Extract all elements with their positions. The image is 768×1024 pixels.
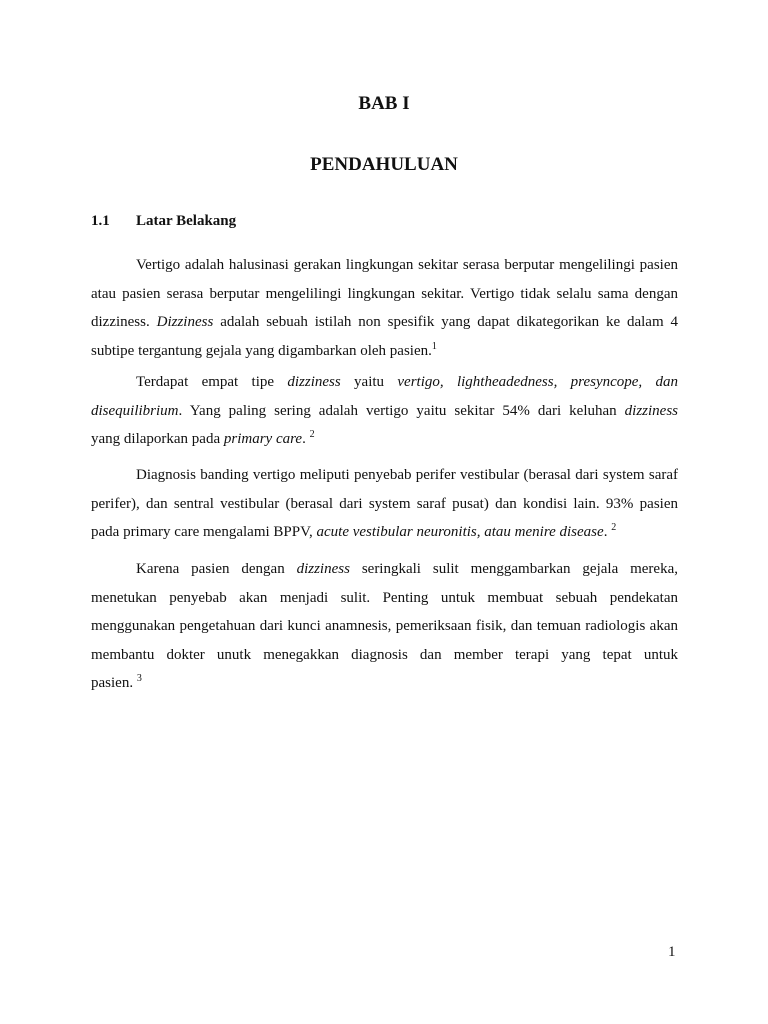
paragraph-line <box>91 397 678 426</box>
page-number: 1 <box>668 944 676 960</box>
section-number: 1.1 <box>91 213 110 229</box>
section-heading <box>91 213 236 230</box>
text-run: pasien. <box>91 675 137 691</box>
paragraph-2 <box>91 368 678 454</box>
paragraph-line <box>91 425 678 454</box>
italic-term: dizziness <box>296 561 350 577</box>
text-run: yaitu <box>340 374 398 390</box>
text-run: . <box>603 524 612 540</box>
paragraph-line: perifer), dan sentral vestibular (berasal dari system saraf pusat) dan kondisi lain. 93% pasien <box>91 495 678 512</box>
citation-ref: 2 <box>611 522 617 533</box>
text-run: Karena pasien dengan <box>136 561 297 577</box>
text-run: subtipe tergantung gejala yang digambarkan oleh pasien. <box>91 342 432 359</box>
italic-term: Dizziness <box>156 314 214 330</box>
italic-term: disequilibrium <box>91 402 179 419</box>
text-run: pada primary care mengalami BPPV, <box>91 524 317 540</box>
text-run: yang dilaporkan pada <box>91 431 224 447</box>
italic-term: dizziness <box>624 402 678 419</box>
paragraph-line <box>91 337 678 366</box>
paragraph-line: menggunakan pengetahuan dari kunci anamnesis, pemeriksaan fisik, dan temuan radiologis akan <box>91 618 678 634</box>
italic-term: dizziness <box>287 374 341 390</box>
text-run: adalah sebuah istilah non spesifik yang dapat dikategorikan ke dalam 4 <box>213 314 679 330</box>
italic-term: primary care <box>223 431 303 447</box>
chapter-title: PENDAHULUAN <box>310 154 458 175</box>
paragraph-4 <box>91 555 678 698</box>
citation-ref: 3 <box>136 673 142 684</box>
text-run: . Yang paling sering adalah vertigo yaitu sekitar 54% dari keluhan <box>178 402 625 419</box>
paragraph-3 <box>91 461 678 547</box>
citation-ref: 2 <box>309 429 315 440</box>
italic-term: acute vestibular neuronitis, atau menire disease <box>316 524 604 540</box>
text-run: . <box>302 431 310 447</box>
paragraph-line <box>91 368 678 397</box>
paragraph-line: atau pasien serasa berputar mengelilingi lingkungan sekitar. Vertigo tidak selalu sama dengan <box>91 285 678 302</box>
section-title: Latar Belakang <box>136 213 237 229</box>
text-run: seringkali sulit menggambarkan gejala mereka, <box>349 561 678 577</box>
paragraph-line <box>91 518 678 547</box>
text-run: dizziness. <box>91 314 157 330</box>
paragraph-line <box>91 555 678 584</box>
paragraph-line: Vertigo adalah halusinasi gerakan lingkungan sekitar serasa berputar mengelilingi pasien <box>136 257 678 273</box>
paragraph-1 <box>91 251 678 365</box>
chapter-heading: BAB I <box>358 93 410 114</box>
italic-term: vertigo, lightheadedness, presyncope, dan <box>397 374 678 390</box>
text-run: Terdapat empat tipe <box>136 374 288 390</box>
paragraph-line: Diagnosis banding vertigo meliputi penyebab perifer vestibular (berasal dari system saraf <box>136 467 678 483</box>
paragraph-line: menetukan penyebab akan menjadi sulit. Penting untuk membuat sebuah pendekatan <box>91 589 678 606</box>
paragraph-line: membantu dokter unutk menegakkan diagnosis dan member terapi yang tepat untuk <box>91 646 678 663</box>
citation-ref: 1 <box>431 340 437 352</box>
paragraph-line <box>91 669 678 698</box>
paragraph-line <box>91 308 678 337</box>
